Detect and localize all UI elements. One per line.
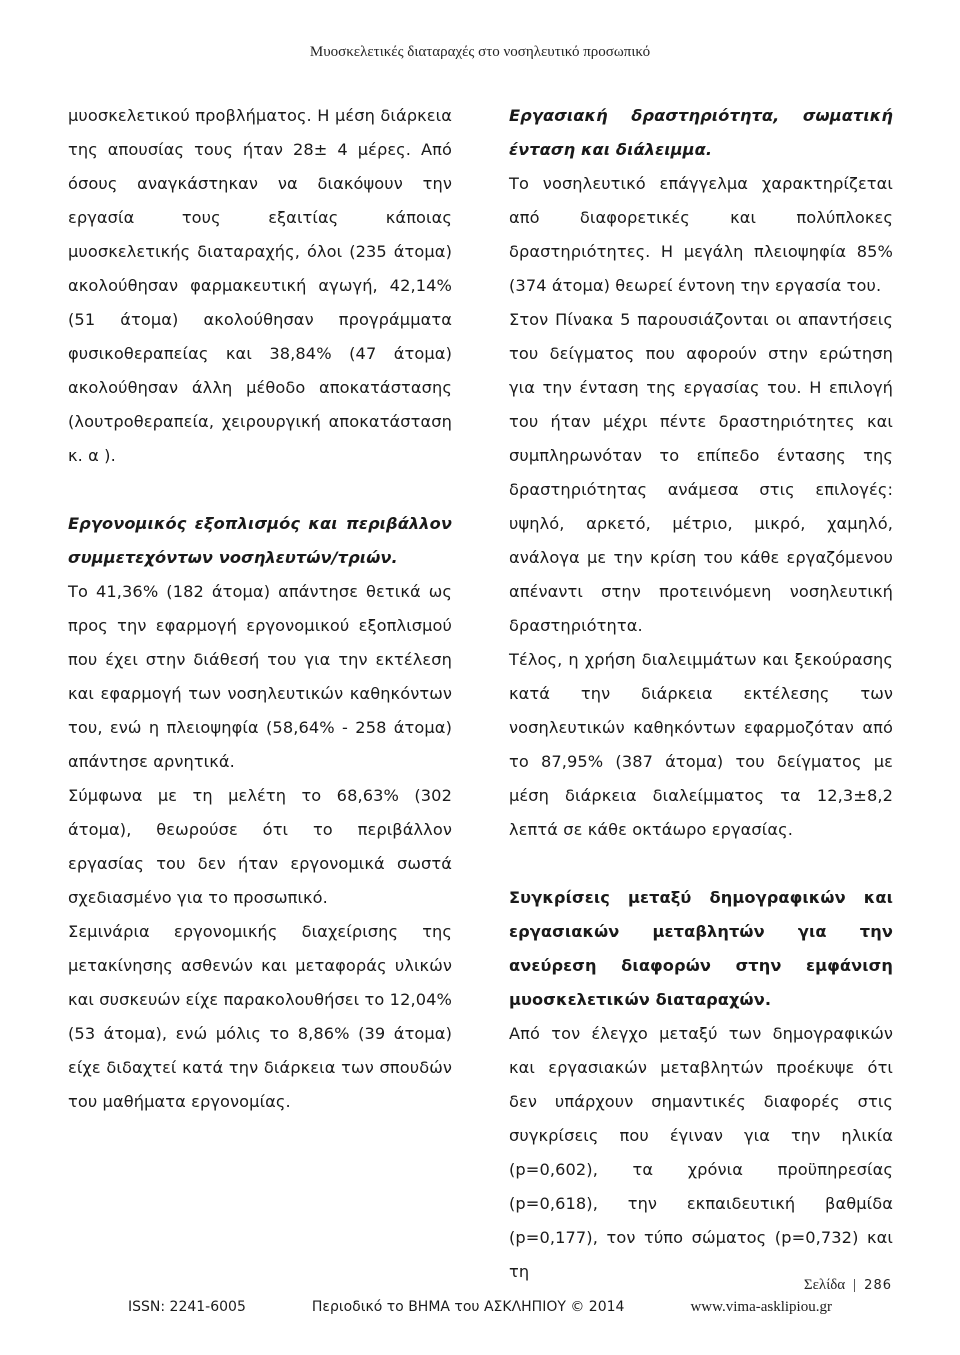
spacer: [509, 847, 893, 881]
paragraph: Από τον έλεγχο μεταξύ των δημογραφικών και εργασιακών μεταβλητών προέκυψε ότι δεν υπάρχουν σημαντικές διαφορές στις συγκρίσεις που έγιναν για την ηλικία (p=0,602), τα χρόνια προϋπηρεσίας (p=0,618), την εκπαιδευτική βαθμίδα (p=0,177), τον τύπο σώματος (p=0,732) και τη: [509, 1024, 893, 1281]
section-heading-comparisons: Συγκρίσεις μεταξύ δημογραφικών και εργασιακών μεταβλητών για την ανεύρεση διαφορών στην εμφάνιση μυοσκελετικών διαταραχών.: [509, 888, 893, 1009]
running-header: Μυοσκελετικές διαταραχές στο νοσηλευτικό προσωπικό: [309, 44, 651, 60]
right-column: [509, 99, 893, 1289]
paragraph: Το νοσηλευτικό επάγγελμα χαρακτηρίζεται από διαφορετικές και πολύπλοκες δραστηριότητες. Η μεγάλη πλειοψηφία 85% (374 άτομα) θεωρεί έντονη την εργασία του.: [509, 174, 893, 295]
page-number-value: 286: [864, 1278, 892, 1293]
page-label: Σελίδα: [803, 1277, 846, 1293]
paragraph: Τέλος, η χρήση διαλειμμάτων και ξεκούρασης κατά την διάρκεια εκτέλεσης των νοσηλευτικών καθηκόντων εφαρμοζόταν από το 87,95% (387 άτομα) του δείγματος με μέση διάρκεια διαλείμματος τα 12,3±8,2 λεπτά σε κάθε οκτάωρο εργασίας.: [509, 650, 893, 839]
section-heading-ergonomics: Εργονομικός εξοπλισμός και περιβάλλον συμμετεχόντων νοσηλευτών/τριών.: [68, 514, 452, 567]
section-heading-work-activity: Εργασιακή δραστηριότητα, σωματική ένταση και διάλειμμα.: [509, 106, 893, 159]
paragraph: μυοσκελετικού προβλήματος. Η μέση διάρκεια της απουσίας τους ήταν 28± 4 μέρες. Από όσους αναγκάστηκαν να διακόψουν την εργασία τους εξαιτίας κάποιας μυοσκελετικής διαταραχής, όλοι (235 άτομα) ακολούθησαν φαρμακευτική αγωγή, 42,14% (51 άτομα) ακολούθησαν προγράμματα φυσικοθεραπείας και 38,84% (47 άτομα) ακολούθησαν άλλη μέθοδο αποκατάστασης (λουτροθεραπεία, χειρουργική αποκατάσταση κ. α ).: [68, 106, 452, 465]
page-number: [804, 1277, 892, 1294]
footer: [128, 1299, 832, 1316]
paragraph: Το 41,36% (182 άτομα) απάντησε θετικά ως προς την εφαρμογή εργονομικού εξοπλισμού που έχει στην διάθεσή του για την εκτέλεση και εφαρμογή των νοσηλευτικών καθηκόντων του, ενώ η πλειοψηφία (58,64% - 258 άτομα) απάντησε αρνητικά.: [68, 582, 452, 771]
left-column: [68, 99, 452, 1119]
spacer: [68, 473, 452, 507]
separator: |: [853, 1277, 857, 1293]
paragraph: Στον Πίνακα 5 παρουσιάζονται οι απαντήσεις του δείγματος που αφορούν στην ερώτηση για την ένταση της εργασίας του. Η επιλογή του ήταν μέχρι πέντε δραστηριότητες και συμπληρωνόταν το επίπεδο έντασης της δραστηριότητας ανάμεσα στις επιλογές: υψηλό, αρκετό, μέτριο, μικρό, χαμηλό, ανάλογα με την κρίση του κάθε εργαζόμενου απέναντι στην προτεινόμενη νοσηλευτική δραστηριότητα.: [509, 310, 893, 635]
journal-name: Περιοδικό το ΒΗΜΑ του ΑΣΚΛΗΠΙΟΥ © 2014: [311, 1299, 625, 1315]
paragraph: Σεμινάρια εργονομικής διαχείρισης της μετακίνησης ασθενών και μεταφοράς υλικών και συσκευών είχε παρακολουθήσει το 12,04% (53 άτομα), ενώ μόλις το 8,86% (39 άτομα) είχε διδαχτεί κατά την διάρκεια των σπουδών του μαθήματα εργονομίας.: [68, 922, 452, 1111]
issn: ISSN: 2241-6005: [128, 1299, 246, 1315]
paragraph: Σύμφωνα με τη μελέτη το 68,63% (302 άτομα), θεωρούσε ότι το περιβάλλον εργασίας του δεν ήταν εργονομικά σωστά σχεδιασμένο για το προσωπικό.: [68, 786, 452, 907]
website-link[interactable]: www.vima-asklipiou.gr: [690, 1299, 832, 1315]
